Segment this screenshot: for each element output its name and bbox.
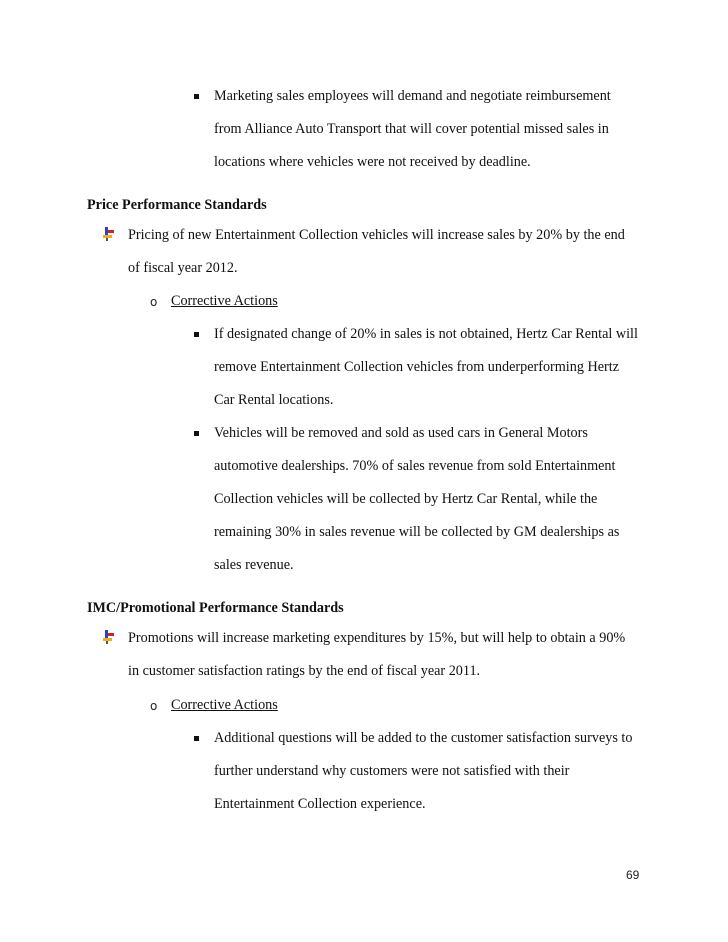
text-line: remaining 30% in sales revenue will be collected by GM dealerships as [214, 524, 620, 540]
pushpin-bullet-icon [101, 629, 117, 645]
text-line: Car Rental locations. [214, 392, 334, 408]
text-line: Entertainment Collection experience. [214, 796, 426, 812]
text-line: Additional questions will be added to the customer satisfaction surveys to [214, 730, 633, 746]
text-line: Vehicles will be removed and sold as used cars in General Motors [214, 425, 588, 441]
corrective-actions-label: Corrective Actions [171, 293, 278, 309]
pushpin-bullet-icon [101, 226, 117, 242]
circle-bullet-icon: o [150, 699, 158, 713]
square-bullet-icon [194, 431, 199, 436]
text-line: in customer satisfaction ratings by the end of fiscal year 2011. [128, 663, 481, 679]
section-heading-imc: IMC/Promotional Performance Standards [87, 600, 344, 616]
text-line: from Alliance Auto Transport that will cover potential missed sales in [214, 121, 609, 137]
circle-bullet-icon: o [150, 295, 158, 309]
text-line: Promotions will increase marketing expenditures by 15%, but will help to obtain a 90% [128, 630, 626, 646]
text-line: further understand why customers were not satisfied with their [214, 763, 570, 779]
text-line: Marketing sales employees will demand and negotiate reimbursement [214, 88, 611, 104]
text-line: automotive dealerships. 70% of sales revenue from sold Entertainment [214, 458, 616, 474]
page-number: 69 [626, 868, 640, 882]
text-line: Collection vehicles will be collected by Hertz Car Rental, while the [214, 491, 598, 507]
text-line: Pricing of new Entertainment Collection vehicles will increase sales by 20% by the end [128, 227, 625, 243]
text-line: sales revenue. [214, 557, 294, 573]
square-bullet-icon [194, 736, 199, 741]
text-line: of fiscal year 2012. [128, 260, 238, 276]
square-bullet-icon [194, 94, 199, 99]
section-heading-price: Price Performance Standards [87, 197, 267, 213]
corrective-actions-label: Corrective Actions [171, 697, 278, 713]
text-line: locations where vehicles were not received by deadline. [214, 154, 531, 170]
square-bullet-icon [194, 332, 199, 337]
text-line: If designated change of 20% in sales is not obtained, Hertz Car Rental will [214, 326, 638, 342]
text-line: remove Entertainment Collection vehicles from underperforming Hertz [214, 359, 619, 375]
